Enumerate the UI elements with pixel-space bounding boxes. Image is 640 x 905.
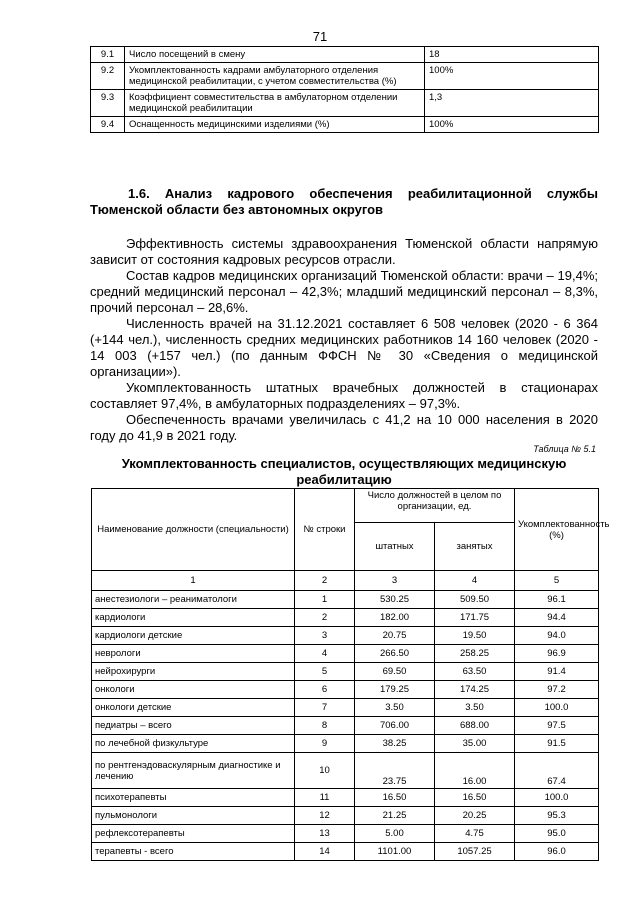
table-row <box>92 609 599 627</box>
header-row-number: № строки <box>295 489 355 571</box>
indicator-number: 9.1 <box>91 47 125 63</box>
indicator-row <box>91 47 599 63</box>
indicator-number: 9.2 <box>91 63 125 90</box>
cell-row-number: 8 <box>295 717 355 735</box>
cell-staffed: 530.25 <box>355 591 435 609</box>
cell-staffed: 69.50 <box>355 663 435 681</box>
indicator-value: 100% <box>425 117 599 133</box>
table-row <box>92 627 599 645</box>
cell-occupied: 20.25 <box>435 807 515 825</box>
cell-occupied: 16.00 <box>435 753 515 789</box>
cell-position: педиатры – всего <box>92 717 295 735</box>
cell-staffed: 1101.00 <box>355 843 435 861</box>
paragraph-doctor-count: Численность врачей на 31.12.2021 составляет 6 508 человек (2020 - 6 364 (+144 чел.), численность средних медицинских работников 14 160 человек (2020 - 14 003 (+157 чел.) (по данным ФФСН № 30 «Сведения о медицинской организации»). <box>90 316 598 379</box>
header-positions-total: Число должностей в целом по организации, ед. <box>355 489 515 523</box>
cell-row-number: 5 <box>295 663 355 681</box>
cell-staffed: 38.25 <box>355 735 435 753</box>
indicator-label: Коэффициент совместительства в амбулаторном отделении медицинской реабилитации <box>125 90 425 117</box>
cell-row-number: 12 <box>295 807 355 825</box>
cell-position: психотерапевты <box>92 789 295 807</box>
column-number: 1 <box>92 571 295 591</box>
cell-occupied: 19.50 <box>435 627 515 645</box>
cell-staffing-percent: 91.4 <box>515 663 599 681</box>
page-number: 71 <box>312 29 328 44</box>
header-staffing-percent: Укомплектованность (%) <box>515 489 599 571</box>
cell-occupied: 171.75 <box>435 609 515 627</box>
cell-occupied: 4.75 <box>435 825 515 843</box>
cell-staffing-percent: 96.1 <box>515 591 599 609</box>
cell-staffed: 179.25 <box>355 681 435 699</box>
cell-row-number: 6 <box>295 681 355 699</box>
cell-staffed: 21.25 <box>355 807 435 825</box>
cell-position: анестезиологи – реаниматологи <box>92 591 295 609</box>
indicator-row <box>91 90 599 117</box>
cell-staffing-percent: 91.5 <box>515 735 599 753</box>
cell-occupied: 174.25 <box>435 681 515 699</box>
indicator-value: 1,3 <box>425 90 599 117</box>
table-row <box>92 663 599 681</box>
cell-position: кардиологи детские <box>92 627 295 645</box>
table-row <box>92 807 599 825</box>
column-number: 3 <box>355 571 435 591</box>
cell-occupied: 509.50 <box>435 591 515 609</box>
cell-row-number: 9 <box>295 735 355 753</box>
cell-row-number: 3 <box>295 627 355 645</box>
cell-position: рефлексотерапевты <box>92 825 295 843</box>
table-row <box>92 789 599 807</box>
section-body <box>90 236 598 444</box>
indicator-label: Оснащенность медицинскими изделиями (%) <box>125 117 425 133</box>
table-caption: Таблица № 5.1 <box>533 444 596 454</box>
indicators-table <box>90 46 599 133</box>
cell-staffing-percent: 97.5 <box>515 717 599 735</box>
paragraph-staff-composition: Состав кадров медицинских организаций Тюменской области: врачи – 19,4%; средний медицинский персонал – 42,3%; младший медицинский персонал – 8,3%, прочий персонал – 28,6%. <box>90 268 598 315</box>
cell-occupied: 16.50 <box>435 789 515 807</box>
cell-position: онкологи детские <box>92 699 295 717</box>
header-position: Наименование должности (специальности) <box>92 489 295 571</box>
paragraph-efficiency: Эффективность системы здравоохранения Тюменской области напрямую зависит от состояния кадровых ресурсов отрасли. <box>90 236 598 267</box>
indicator-row <box>91 117 599 133</box>
table-row <box>92 717 599 735</box>
cell-row-number: 11 <box>295 789 355 807</box>
cell-staffed: 182.00 <box>355 609 435 627</box>
cell-staffing-percent: 100.0 <box>515 789 599 807</box>
cell-staffed: 16.50 <box>355 789 435 807</box>
cell-staffing-percent: 94.0 <box>515 627 599 645</box>
table-row <box>92 843 599 861</box>
cell-occupied: 1057.25 <box>435 843 515 861</box>
cell-row-number: 1 <box>295 591 355 609</box>
header-staffed: штатных <box>355 523 435 571</box>
indicator-label: Укомплектованность кадрами амбулаторного отделения медицинской реабилитации, с учетом совместительства (%) <box>125 63 425 90</box>
column-number: 4 <box>435 571 515 591</box>
staffing-table <box>91 488 610 861</box>
cell-staffed: 706.00 <box>355 717 435 735</box>
cell-row-number: 7 <box>295 699 355 717</box>
cell-row-number: 10 <box>295 753 355 789</box>
table-row <box>92 591 599 609</box>
cell-staffing-percent: 100.0 <box>515 699 599 717</box>
cell-staffed: 20.75 <box>355 627 435 645</box>
table-row <box>92 681 599 699</box>
cell-occupied: 688.00 <box>435 717 515 735</box>
cell-occupied: 258.25 <box>435 645 515 663</box>
cell-position: по рентгенэдоваскулярным диагностике и лечению <box>92 753 295 789</box>
indicator-value: 18 <box>425 47 599 63</box>
cell-staffing-percent: 67.4 <box>515 753 599 789</box>
cell-row-number: 4 <box>295 645 355 663</box>
indicator-value: 100% <box>425 63 599 90</box>
column-number: 5 <box>515 571 599 591</box>
cell-row-number: 2 <box>295 609 355 627</box>
paragraph-doctor-provision: Обеспеченность врачами увеличилась с 41,2 на 10 000 населения в 2020 году до 41,9 в 2021 году. <box>90 412 598 443</box>
cell-staffed: 23.75 <box>355 753 435 789</box>
cell-position: по лечебной физкультуре <box>92 735 295 753</box>
cell-staffed: 3.50 <box>355 699 435 717</box>
cell-staffing-percent: 96.0 <box>515 843 599 861</box>
cell-position: онкологи <box>92 681 295 699</box>
table-row <box>92 735 599 753</box>
table-row <box>92 825 599 843</box>
cell-occupied: 63.50 <box>435 663 515 681</box>
cell-row-number: 13 <box>295 825 355 843</box>
header-occupied: занятых <box>435 523 515 571</box>
column-number: 2 <box>295 571 355 591</box>
indicator-label: Число посещений в смену <box>125 47 425 63</box>
cell-staffing-percent: 97.2 <box>515 681 599 699</box>
section-heading: 1.6. Анализ кадрового обеспечения реабилитационной службы Тюменской области без автономных округов <box>90 186 598 217</box>
cell-position: терапевты - всего <box>92 843 295 861</box>
indicator-number: 9.3 <box>91 90 125 117</box>
table-title: Укомплектованность специалистов, осуществляющих медицинскую реабилитацию <box>121 456 567 487</box>
cell-occupied: 3.50 <box>435 699 515 717</box>
table-row <box>92 699 599 717</box>
indicator-row <box>91 63 599 90</box>
cell-staffing-percent: 95.0 <box>515 825 599 843</box>
cell-position: кардиологи <box>92 609 295 627</box>
cell-position: неврологи <box>92 645 295 663</box>
cell-position: пульмонологи <box>92 807 295 825</box>
cell-occupied: 35.00 <box>435 735 515 753</box>
indicator-number: 9.4 <box>91 117 125 133</box>
paragraph-staffing-rate: Укомплектованность штатных врачебных должностей в стационарах составляет 97,4%, в амбулаторных подразделениях – 97,3%. <box>90 380 598 411</box>
cell-position: нейрохирурги <box>92 663 295 681</box>
cell-staffing-percent: 95.3 <box>515 807 599 825</box>
cell-staffing-percent: 96.9 <box>515 645 599 663</box>
table-row <box>92 645 599 663</box>
cell-staffed: 266.50 <box>355 645 435 663</box>
cell-staffing-percent: 94.4 <box>515 609 599 627</box>
cell-staffed: 5.00 <box>355 825 435 843</box>
cell-row-number: 14 <box>295 843 355 861</box>
table-row <box>92 753 599 789</box>
